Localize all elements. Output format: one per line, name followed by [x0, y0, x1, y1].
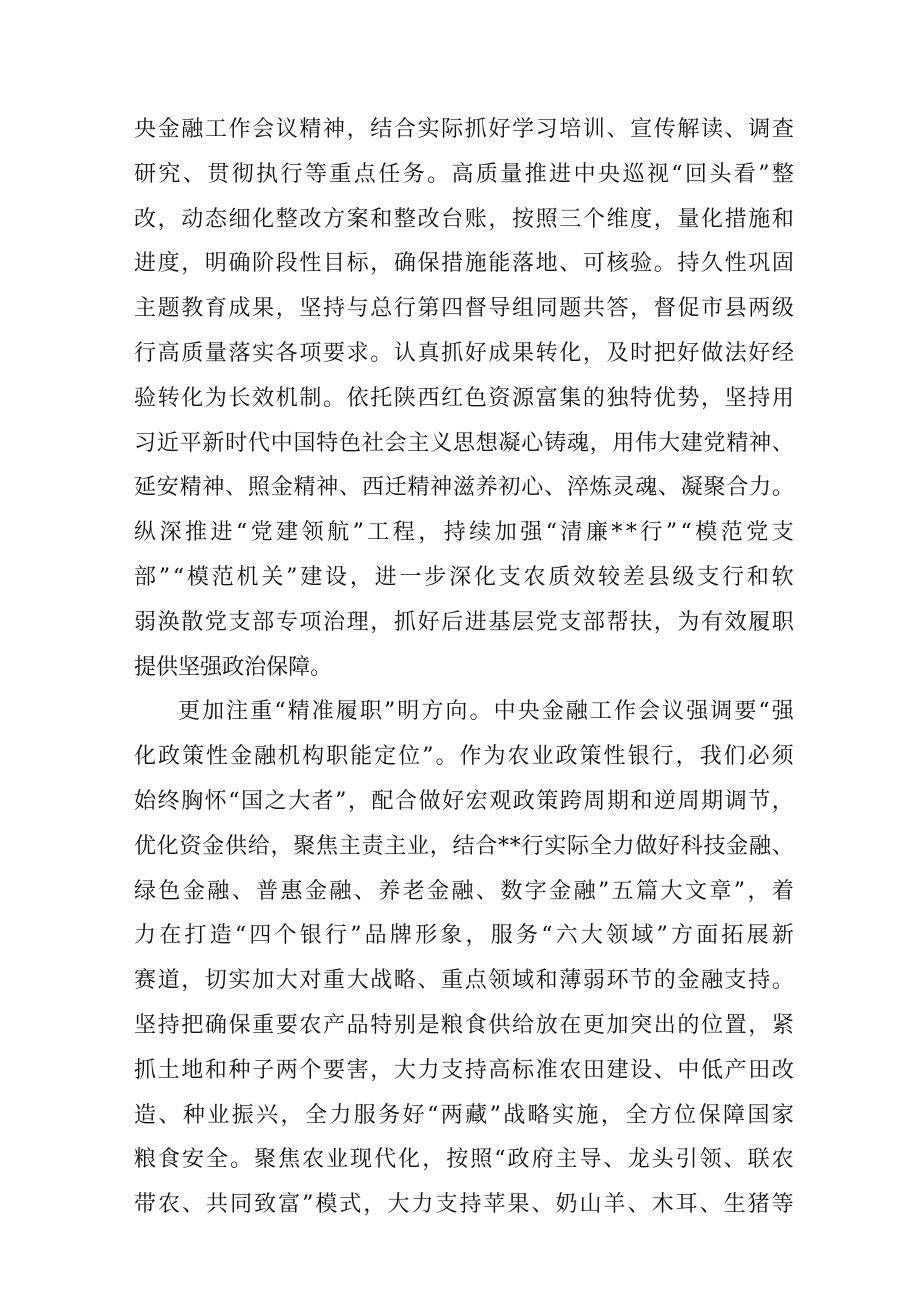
text-line: 力 在 打 造 “ 四 个 银 行 ” 品 牌 形 象 ， 服 务 “ 六 大 领 域 ” 方 面 拓 展 新 — [134, 923, 794, 949]
text-line: 研 究 、 贯 彻 执 行 等 重 点 任 务 。 高 质 量 推 进 中 央 巡 视 “ 回 头 看 ” 整 — [134, 161, 794, 187]
text-line: 优 化 资 金 供 给 ， 聚 焦 主 责 主 业 ， 结 合 * * 行 实 际 全 力 做 好 科 技 金 融 、 — [134, 833, 794, 859]
text-line: 改 ， 动 态 细 化 整 改 方 案 和 整 改 台 账 ， 按 照 三 个 维 度 ， 量 化 措 施 和 — [134, 206, 794, 232]
text-line: 习 近 平 新 时 代 中 国 特 色 社 会 主 义 思 想 凝 心 铸 魂 ， 用 伟 大 建 党 精 神 、 — [134, 430, 794, 456]
text-line: 纵 深 推 进 “ 党 建 领 航 ” 工 程 ， 持 续 加 强 “ 清 廉 * * 行 ” “ 模 范 党 支 — [134, 520, 794, 546]
body-text — [134, 108, 794, 1228]
text-line: 验 转 化 为 长 效 机 制 。 依 托 陕 西 红 色 资 源 富 集 的 独 特 优 势 ， 坚 持 用 — [134, 385, 794, 411]
text-line: 带 农 、 共 同 致 富 ” 模 式 ， 大 力 支 持 苹 果 、 奶 山 羊 、 木 耳 、 生 猪 等 — [134, 1192, 794, 1218]
text-line: 更 加 注 重 “ 精 准 履 职 ” 明 方 向 。 中 央 金 融 工 作 会 议 强 调 要 “ 强 — [178, 699, 794, 725]
text-line: 始 终 胸 怀 “ 国 之 大 者 ” ， 配 合 做 好 宏 观 政 策 跨 周 期 和 逆 周 期 调 节 ， — [134, 788, 794, 814]
text-line: 化 政 策 性 金 融 机 构 职 能 定 位 ” 。 作 为 农 业 政 策 性 银 行 ， 我 们 必 须 — [134, 744, 794, 770]
text-line: 进 度 ， 明 确 阶 段 性 目 标 ， 确 保 措 施 能 落 地 、 可 核 验 。 持 久 性 巩 固 — [134, 251, 794, 277]
text-line: 行 高 质 量 落 实 各 项 要 求 。 认 真 抓 好 成 果 转 化 ， 及 时 把 好 做 法 好 经 — [134, 340, 794, 366]
text-line: 提 供 坚 强 政 治 保 障 。 — [134, 654, 333, 680]
text-line: 央 金 融 工 作 会 议 精 神 ， 结 合 实 际 抓 好 学 习 培 训 、 宣 传 解 读 、 调 查 — [134, 117, 794, 142]
text-line: 部 ” “ 模 范 机 关 ” 建 设 ， 进 一 步 深 化 支 农 质 效 较 差 县 级 支 行 和 软 — [134, 564, 794, 590]
text-line: 抓 土 地 和 种 子 两 个 要 害 ， 大 力 支 持 高 标 准 农 田 建 设 、 中 低 产 田 改 — [134, 1057, 794, 1083]
text-line: 坚 持 把 确 保 重 要 农 产 品 特 别 是 粮 食 供 给 放 在 更 加 突 出 的 位 置 ， 紧 — [134, 1012, 794, 1038]
text-line: 粮 食 安 全 。 聚 焦 农 业 现 代 化 ， 按 照 “ 政 府 主 导 、 龙 头 引 领 、 联 农 — [134, 1147, 794, 1173]
text-line: 造 、 种 业 振 兴 ， 全 力 服 务 好 “ 两 藏 ” 战 略 实 施 ， 全 方 位 保 障 国 家 — [134, 1102, 794, 1128]
text-line: 主 题 教 育 成 果 ， 坚 持 与 总 行 第 四 督 导 组 同 题 共 答 ， 督 促 市 县 两 级 — [134, 296, 794, 322]
text-line: 延 安 精 神 、 照 金 精 神 、 西 迁 精 神 滋 养 初 心 、 淬 炼 灵 魂 、 凝 聚 合 力 。 — [134, 475, 794, 501]
text-line: 弱 涣 散 党 支 部 专 项 治 理 ， 抓 好 后 进 基 层 党 支 部 帮 扶 ， 为 有 效 履 职 — [134, 609, 794, 635]
text-line: 绿 色 金 融 、 普 惠 金 融 、 养 老 金 融 、 数 字 金 融 ” 五 篇 大 文 章 ” ， 着 — [134, 878, 794, 904]
text-line: 赛 道 ， 切 实 加 大 对 重 大 战 略 、 重 点 领 域 和 薄 弱 环 节 的 金 融 支 持 。 — [134, 968, 794, 994]
